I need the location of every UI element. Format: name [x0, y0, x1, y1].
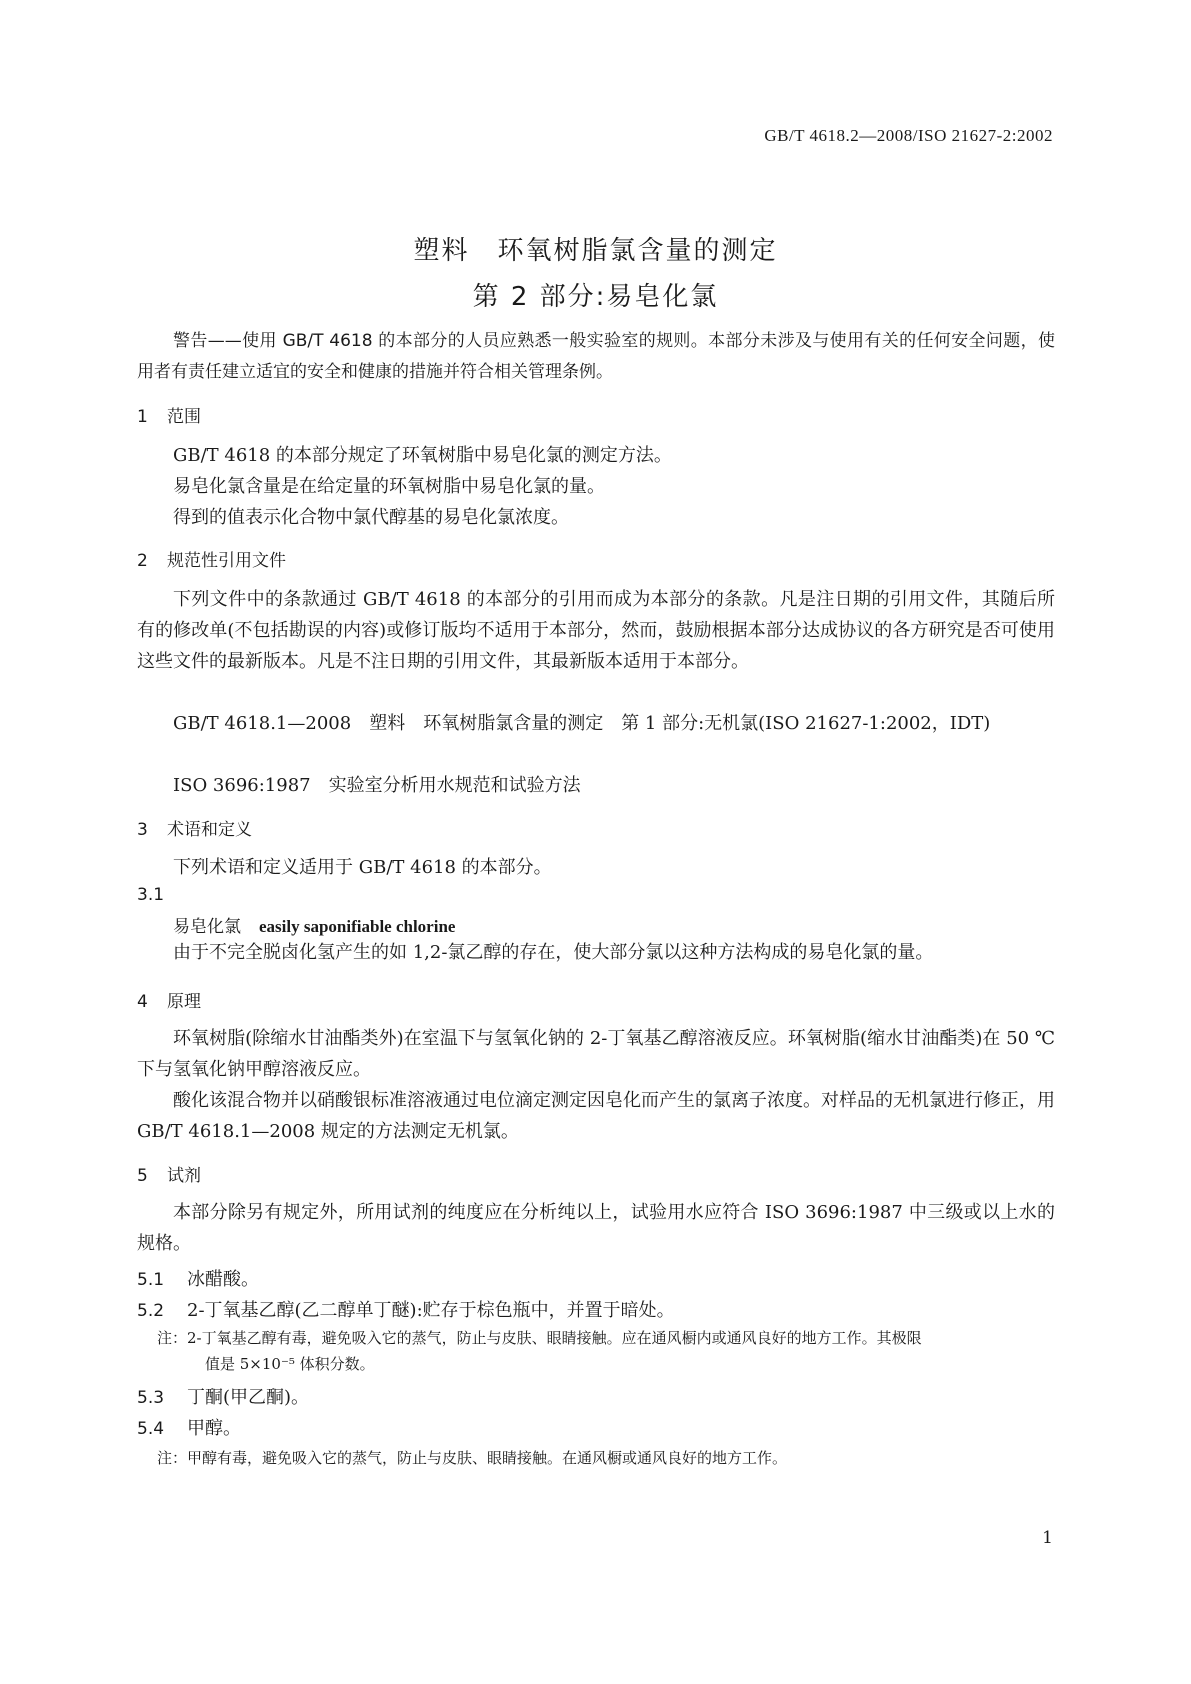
standard-number: GB/T 4618.2—2008/ISO 21627-2:2002: [764, 126, 1053, 145]
section-number: 2: [137, 551, 148, 571]
section-number: 1: [137, 407, 148, 427]
section-1-heading: [137, 402, 201, 427]
reagent-text: 冰醋酸。: [187, 1269, 259, 1290]
document-title: 塑料 环氧树脂氯含量的测定: [413, 236, 778, 266]
reagents-paragraph: 本部分除另有规定外，所用试剂的纯度应在分析纯以上，试验用水应符合 ISO 3696:1987 中三级或以上水的规格。: [137, 1202, 1055, 1254]
reference-gbt-4618-1: GB/T 4618.1—2008 塑料 环氧树脂氯含量的测定 第 1 部分:无机氯(ISO 21627-1:2002，IDT): [173, 713, 991, 734]
term-english: easily saponifiable chlorine: [259, 917, 456, 936]
terms-paragraph: 下列术语和定义适用于 GB/T 4618 的本部分。: [173, 857, 552, 878]
reagent-item: [137, 1414, 241, 1440]
document-subtitle: 第 2 部分:易皂化氯: [472, 282, 719, 312]
section-number: 5: [137, 1166, 148, 1186]
principle-paragraph-1: 环氧树脂(除缩水甘油酯类外)在室温下与氢氧化钠的 2-丁氧基乙醇溶液反应。环氧树脂(缩水甘油酯类)在 50 ℃下与氢氧化钠甲醇溶液反应。: [137, 1028, 1055, 1080]
reagent-text: 丁酮(甲乙酮)。: [187, 1387, 310, 1408]
reagent-number: 5.2: [137, 1301, 165, 1321]
reagent-text: 2-丁氧基乙醇(乙二醇单丁醚):贮存于棕色瓶中，并置于暗处。: [187, 1300, 675, 1321]
subsection-3-1-number: 3.1: [137, 885, 165, 905]
section-5-heading: [137, 1161, 201, 1186]
reagent-number: 5.4: [137, 1419, 165, 1439]
section-number: 3: [137, 820, 148, 840]
page-number: 1: [1042, 1528, 1053, 1548]
term-entry: [173, 912, 455, 937]
principle-paragraph-2: 酸化该混合物并以硝酸银标准溶液通过电位滴定测定因皂化而产生的氯离子浓度。对样品的无机氯进行修正，用 GB/T 4618.1—2008 规定的方法测定无机氯。: [137, 1090, 1055, 1142]
reagent-number: 5.3: [137, 1388, 165, 1408]
reagent-item: [137, 1265, 259, 1291]
scope-paragraph-2: 易皂化氯含量是在给定量的环氧树脂中易皂化氯的量。: [173, 476, 605, 497]
reagent-item: [137, 1383, 309, 1409]
reference-iso-3696: ISO 3696:1987 实验室分析用水规范和试验方法: [173, 775, 581, 796]
section-title: 范围: [167, 407, 201, 427]
reagent-number: 5.1: [137, 1270, 165, 1290]
section-3-heading: [137, 815, 252, 840]
warning-text: 警告——使用 GB/T 4618 的本部分的人员应熟悉一般实验室的规则。本部分未涉及与使用有关的任何安全问题，使用者有责任建立适宜的安全和健康的措施并符合相关管理条例。: [137, 331, 1055, 382]
reagent-note-1-continued: 值是 5×10⁻⁵ 体积分数。: [205, 1355, 375, 1373]
section-title: 原理: [167, 992, 201, 1012]
section-4-heading: [137, 987, 201, 1012]
section-title: 试剂: [167, 1166, 201, 1186]
term-definition: 由于不完全脱卤化氢产生的如 1,2-氯乙醇的存在，使大部分氯以这种方法构成的易皂化氯的量。: [173, 942, 934, 963]
section-2-heading: [137, 546, 286, 571]
section-number: 4: [137, 992, 148, 1012]
section-title: 术语和定义: [167, 820, 252, 840]
scope-paragraph-1: GB/T 4618 的本部分规定了环氧树脂中易皂化氯的测定方法。: [173, 445, 672, 466]
term-chinese: 易皂化氯: [173, 917, 241, 937]
reagent-note-1: 注：2-丁氧基乙醇有毒，避免吸入它的蒸气，防止与皮肤、眼睛接触。应在通风橱内或通风良好的地方工作。其极限: [157, 1329, 922, 1347]
reagent-note-2: 注：甲醇有毒，避免吸入它的蒸气，防止与皮肤、眼睛接触。在通风橱或通风良好的地方工作。: [157, 1449, 788, 1467]
section-title: 规范性引用文件: [167, 551, 286, 571]
scope-paragraph-3: 得到的值表示化合物中氯代醇基的易皂化氯浓度。: [173, 507, 569, 528]
reagent-item: [137, 1296, 675, 1322]
reagent-text: 甲醇。: [187, 1418, 241, 1439]
normative-references-paragraph: 下列文件中的条款通过 GB/T 4618 的本部分的引用而成为本部分的条款。凡是注日期的引用文件，其随后所有的修改单(不包括勘误的内容)或修订版均不适用于本部分，然而，鼓励根据本部分达成协议的各方研究是否可使用这些文件的最新版本。凡是不注日期的引用文件，其最新版本适用于本部分。: [137, 589, 1055, 672]
